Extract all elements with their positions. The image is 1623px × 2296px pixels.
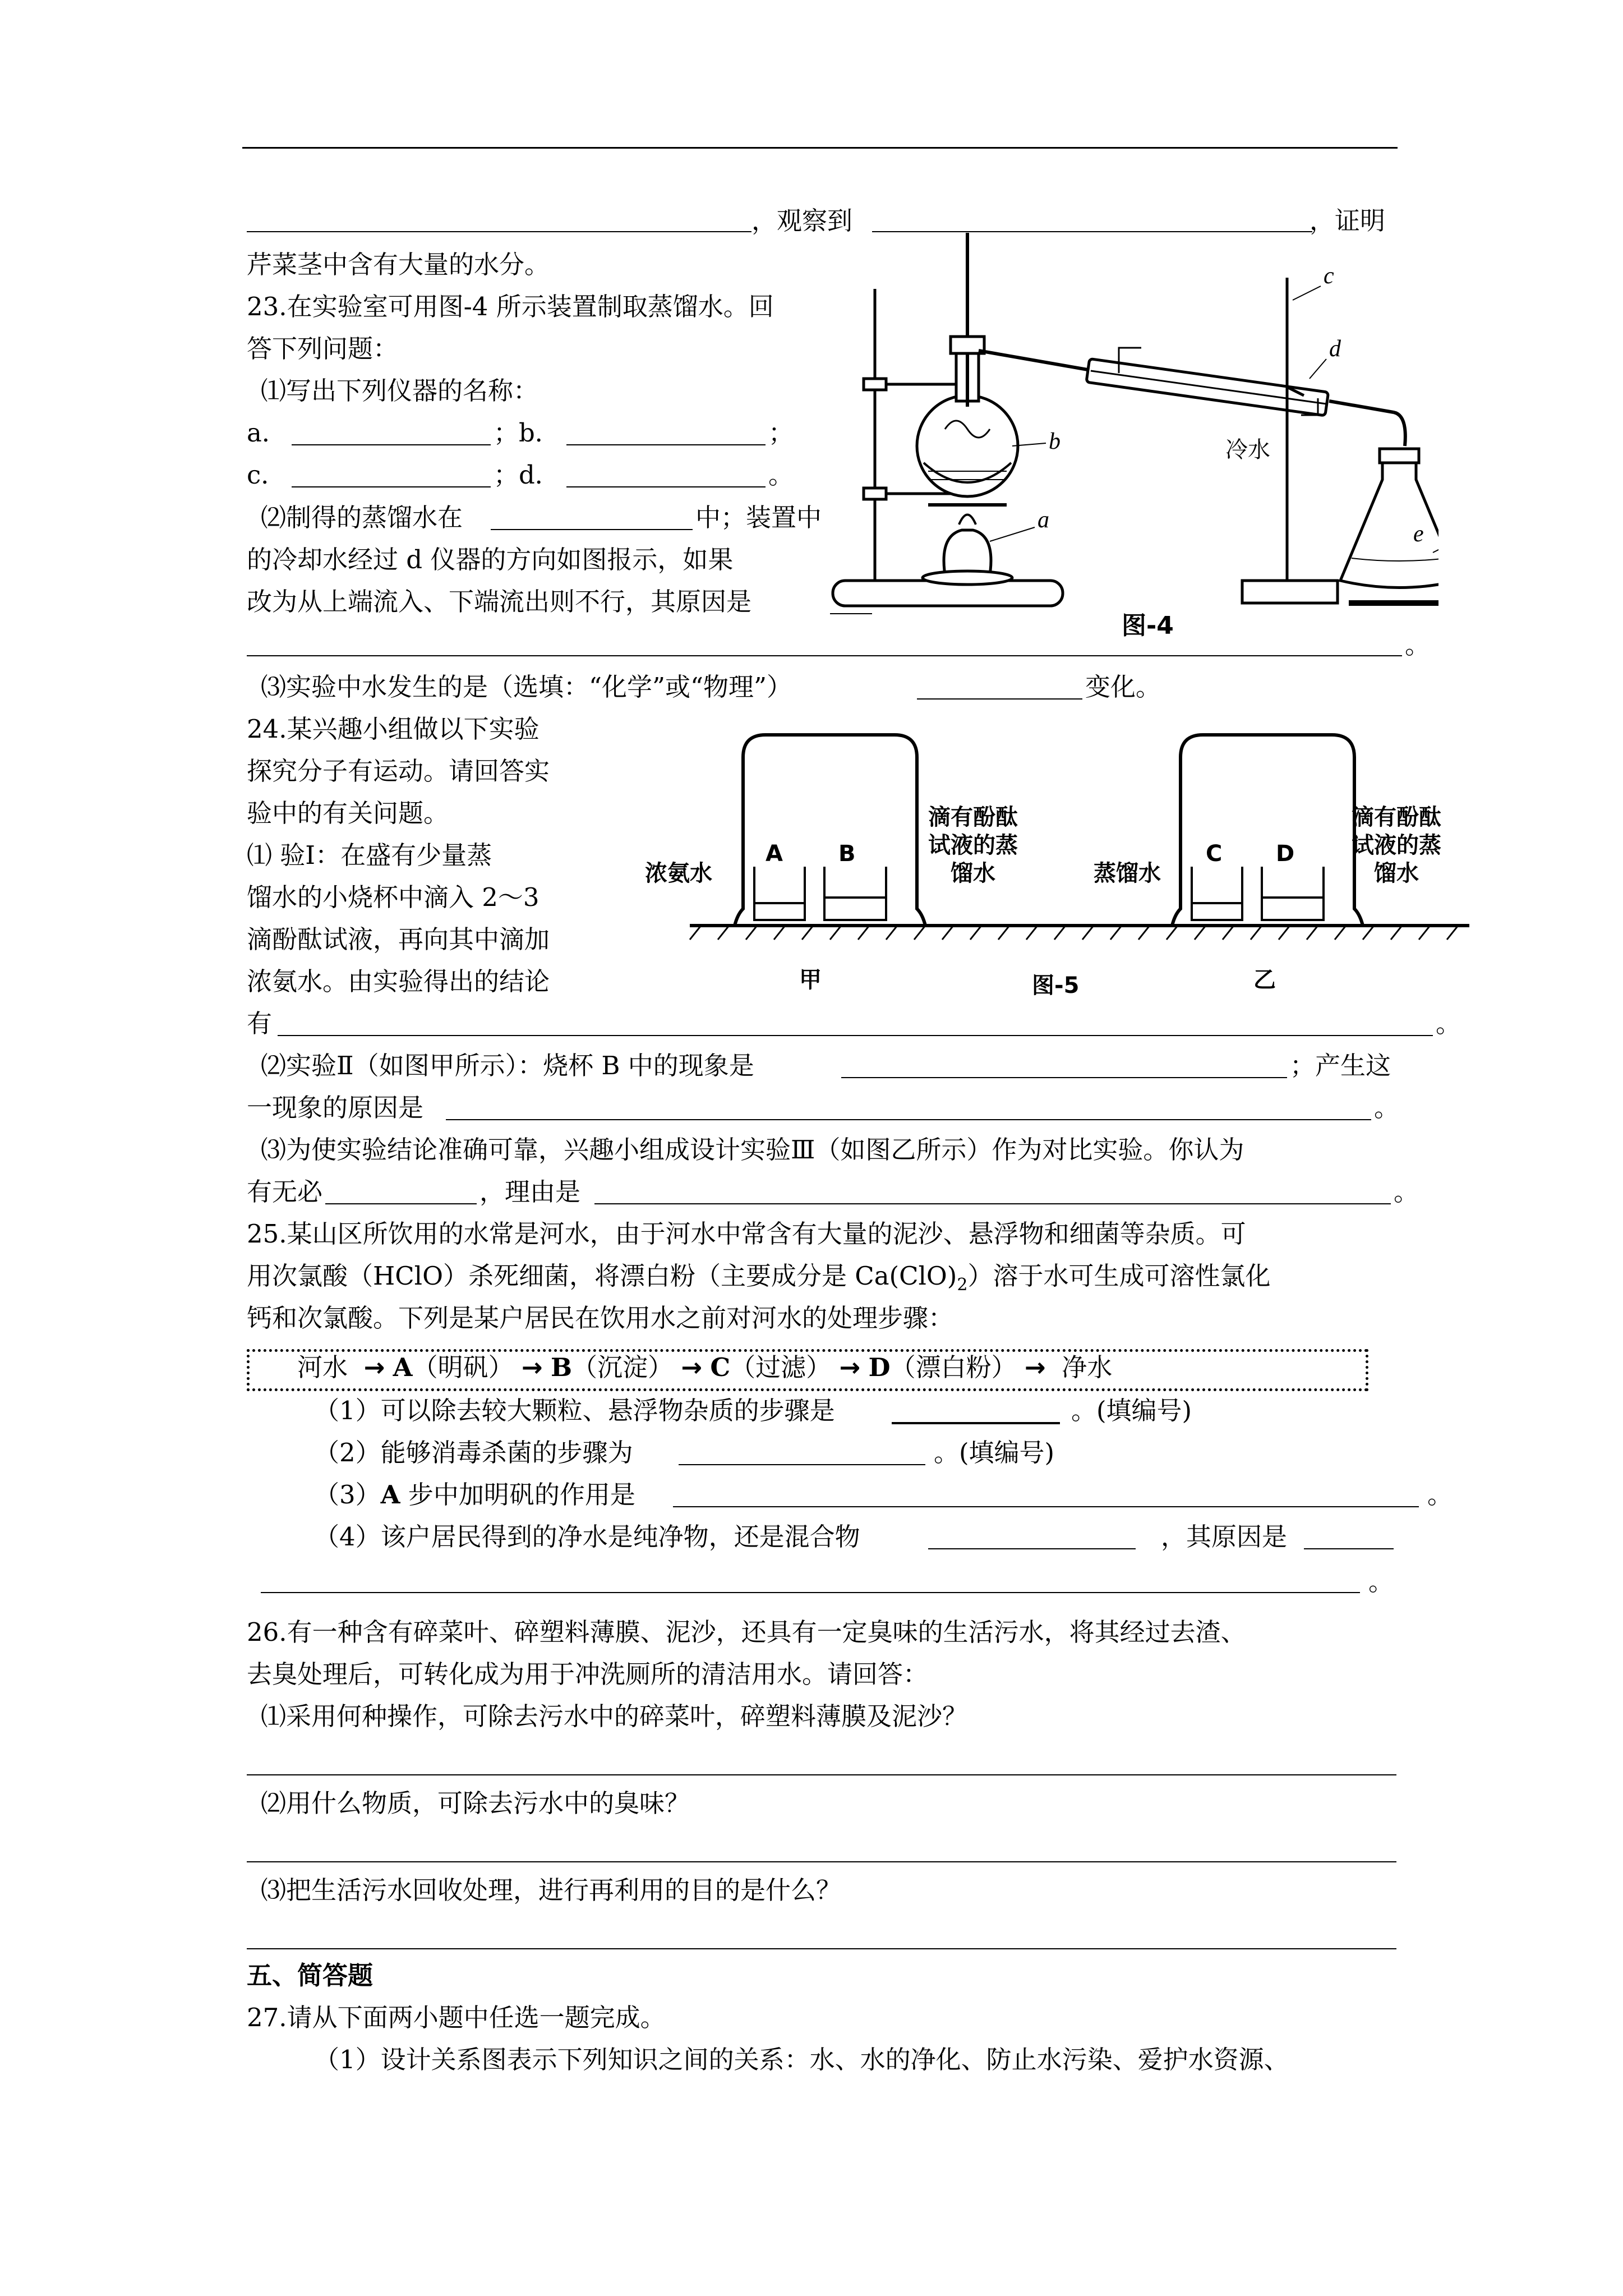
flow-B-desc: （沉淀）	[571, 1352, 673, 1382]
flow-arrow: →	[681, 1352, 703, 1382]
flow-C: C	[710, 1352, 731, 1382]
q22-observe: ，观察到	[751, 206, 853, 236]
flow-A-desc: （明矾）	[412, 1352, 514, 1382]
fig5-right-label-6: 馏水	[1374, 861, 1419, 886]
answer-blank	[679, 1464, 925, 1465]
q25-subscript: 2	[957, 1275, 968, 1295]
q27-part-1: （1）设计关系图表示下列知识之间的关系：水、水的净化、防止水污染、爱护水资源、	[314, 2045, 1289, 2074]
fig5-caption: 图-5	[1032, 973, 1080, 999]
q23-part3-a: ⑶实验中水发生的是（选填：“化学”或“物理”）	[261, 672, 792, 702]
q25-line-2b: ）溶于水可生成可溶性氯化	[967, 1261, 1271, 1291]
header-rule	[242, 147, 1398, 149]
flow-arrow: →	[521, 1352, 543, 1382]
fig4-label-a: a	[1038, 507, 1049, 533]
answer-blank	[247, 231, 751, 232]
answer-blank	[278, 1035, 1433, 1036]
q23-part2-a: ⑵制得的蒸馏水在	[261, 503, 463, 532]
fig5-beaker-D: D	[1276, 841, 1295, 867]
q22-cont: 芹菜茎中含有大量的水分。	[247, 250, 550, 279]
q25-sub-2b: 。(填编号)	[934, 1438, 1055, 1467]
q24-part2-a: ⑵实验Ⅱ（如图甲所示）：烧杯 B 中的现象是	[261, 1051, 754, 1080]
q25-sub-3b: 步中加明矾的作用是	[400, 1480, 635, 1510]
q23-stem-1: 23.在实验室可用图-4 所示装置制取蒸馏水。回	[247, 292, 774, 321]
q24-part3-a: ⑶为使实验结论准确可靠，兴趣小组成设计实验Ⅲ（如图乙所示）作为对比实验。你认为	[261, 1135, 1244, 1165]
flow-arrow: →	[1024, 1352, 1046, 1382]
flow-clean: 净水	[1062, 1352, 1113, 1382]
answer-blank	[491, 529, 693, 530]
q23-part2-c: 的冷却水经过 d 仪器的方向如图报示，如果	[247, 545, 734, 574]
answer-blank	[673, 1506, 1419, 1507]
flow-D: D	[868, 1352, 891, 1382]
fig5-distilled-label: 蒸馏水	[1094, 861, 1161, 886]
answer-line	[247, 1774, 1396, 1775]
answer-blank	[892, 1422, 1060, 1424]
q23-part2-e: 。	[1405, 630, 1431, 660]
q23-part2-d: 改为从上端流入、下端流出则不行，其原因是	[247, 587, 752, 616]
q25-sub-4a: （4）该户居民得到的净水是纯净物，还是混合物	[314, 1522, 860, 1552]
answer-blank-c	[292, 486, 491, 487]
q24-line-5: 馏水的小烧杯中滴入 2～3	[247, 882, 540, 912]
q24-line-8-end: 。	[1436, 1009, 1461, 1038]
fig4-cold-water: 冷水	[1225, 437, 1270, 463]
q26-part-3: ⑶把生活污水回收处理，进行再利用的目的是什么？	[261, 1875, 842, 1905]
figure-5-molecule-motion	[645, 724, 1486, 1004]
q23-part2-b: 中；装置中	[695, 503, 822, 532]
answer-line	[247, 1861, 1396, 1862]
q23-part3-b: 变化。	[1085, 672, 1161, 702]
answer-blank-a	[292, 444, 491, 445]
q25-sub-3-A: A	[380, 1480, 400, 1510]
fig5-right-label-3: 馏水	[951, 861, 995, 886]
q24-line-6: 滴酚酞试液，再向其中滴加	[247, 924, 550, 954]
q25-flow	[297, 1351, 1112, 1384]
flow-arrow: →	[363, 1352, 385, 1382]
q24-line-3: 验中的有关问题。	[247, 798, 449, 828]
q23-d-label: ；d．	[494, 460, 560, 490]
fig5-beaker-C: C	[1206, 841, 1223, 867]
q23-a-label: a．	[247, 418, 287, 448]
fig5-yi: 乙	[1253, 967, 1276, 993]
figure-4-distillation	[827, 222, 1438, 656]
q26-part-1: ⑴采用何种操作，可除去污水中的碎菜叶，碎塑料薄膜及泥沙？	[261, 1701, 968, 1731]
q23-end-2: 。	[768, 460, 794, 490]
q23-b-label: ；b．	[494, 418, 560, 448]
q25-line-1: 25.某山区所饮用的水常是河水，由于河水中常含有大量的泥沙、悬浮物和细菌等杂质。可	[247, 1219, 1246, 1249]
fig4-label-d: d	[1329, 336, 1341, 362]
answer-blank-d	[566, 486, 766, 487]
answer-blank-b	[566, 444, 766, 445]
fig5-right-label-5: 试液的蒸	[1352, 832, 1441, 858]
answer-blank	[325, 1203, 477, 1204]
flow-B: B	[550, 1352, 572, 1382]
fig5-ammonia-label: 浓氨水	[645, 861, 712, 886]
answer-blank	[446, 1119, 1371, 1120]
fig5-right-label-4: 滴有酚酞	[1352, 804, 1441, 830]
q25-sub-1b: 。(填编号)	[1071, 1396, 1192, 1425]
flow-D-desc: （漂白粉）	[890, 1352, 1017, 1382]
answer-blank	[1304, 1548, 1394, 1549]
answer-blank	[928, 1548, 1136, 1549]
fig5-beaker-B: B	[838, 841, 856, 867]
q24-line-1: 24.某兴趣小组做以下实验	[247, 714, 540, 744]
answer-blank	[917, 698, 1082, 700]
flow-A: A	[393, 1352, 413, 1382]
flow-arrow: →	[839, 1352, 861, 1382]
q22-prove: ，证明	[1310, 206, 1386, 236]
q26-part-2: ⑵用什么物质，可除去污水中的臭味？	[261, 1788, 690, 1818]
fig4-label-e: e	[1413, 521, 1424, 547]
q25-line-2a: 用次氯酸（HClO）杀死细菌，将漂白粉（主要成分是 Ca(ClO)	[247, 1261, 957, 1291]
q25-sub-3a: （3）	[314, 1480, 381, 1510]
q24-part2-d: 。	[1374, 1093, 1400, 1122]
answer-blank	[594, 1203, 1391, 1204]
q24-line-7: 浓氨水。由实验得出的结论	[247, 967, 550, 996]
q24-part3-d: 。	[1394, 1177, 1419, 1207]
q23-c-label: c．	[247, 460, 287, 490]
fig5-beaker-A: A	[766, 841, 783, 867]
q23-end-1: ；	[768, 418, 794, 448]
q25-line-3: 钙和次氯酸。下列是某户居民在饮用水之前对河水的处理步骤：	[247, 1303, 954, 1333]
flow-C-desc: （过滤）	[730, 1352, 832, 1382]
answer-blank	[841, 1077, 1287, 1078]
fig5-right-label-2: 试液的蒸	[928, 832, 1018, 858]
q25-sub-3	[314, 1478, 635, 1512]
q25-line-2	[247, 1259, 1270, 1302]
q24-line-2: 探究分子有运动。请回答实	[247, 756, 550, 786]
q25-sub-4c: 。	[1368, 1567, 1394, 1596]
q25-sub-1a: （1）可以除去较大颗粒、悬浮物杂质的步骤是	[314, 1396, 835, 1425]
q23-stem-2: 答下列问题：	[247, 334, 399, 364]
fig4-label-c: c	[1324, 263, 1334, 289]
q25-sub-3c: 。	[1427, 1480, 1453, 1510]
q24-part2-c: 一现象的原因是	[247, 1093, 424, 1122]
fig5-right-label-1: 滴有酚酞	[928, 804, 1018, 830]
q24-part3-c: ，理由是	[479, 1177, 581, 1207]
fig4-caption: 图-4	[1122, 611, 1174, 640]
answer-line	[247, 1948, 1396, 1949]
q24-part3-b: 有无必	[247, 1177, 323, 1207]
answer-blank	[261, 1592, 1360, 1593]
q24-line-8: 有	[247, 1009, 273, 1038]
fig5-jia: 甲	[799, 967, 822, 993]
q25-sub-4b: ，其原因是	[1161, 1522, 1288, 1552]
q27: 27.请从下面两小题中任选一题完成。	[247, 2003, 666, 2032]
flow-river: 河水	[297, 1352, 348, 1382]
q26-line-2: 去臭处理后，可转化成为用于冲洗厕所的清洁用水。请回答：	[247, 1659, 929, 1689]
q24-line-4: ⑴ 验Ⅰ：在盛有少量蒸	[247, 840, 492, 870]
q24-part2-b: ；产生这	[1290, 1051, 1391, 1080]
q25-sub-2a: （2）能够消毒杀菌的步骤为	[314, 1438, 633, 1467]
q23-part1: ⑴写出下列仪器的名称：	[261, 376, 539, 406]
section-5-title: 五、简答题	[247, 1961, 374, 1990]
fig4-label-b: b	[1049, 429, 1061, 454]
q26-line-1: 26.有一种含有碎菜叶、碎塑料薄膜、泥沙，还具有一定臭味的生活污水，将其经过去渣、	[247, 1617, 1246, 1647]
